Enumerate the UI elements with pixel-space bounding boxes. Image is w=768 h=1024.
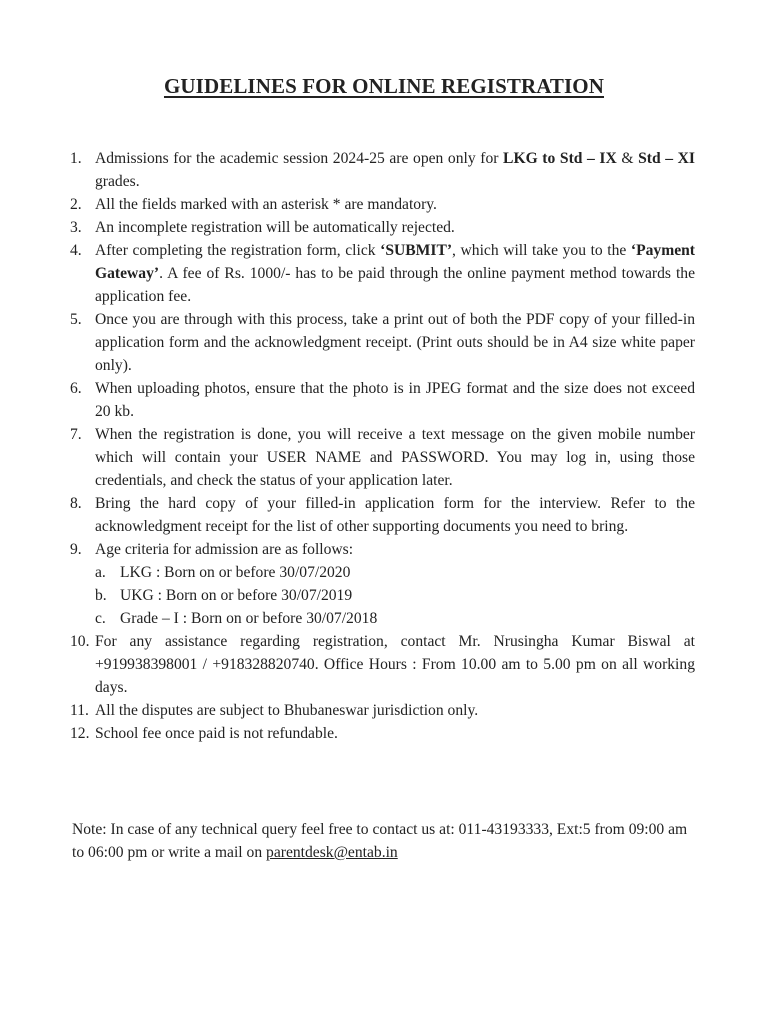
item-number: 11. [70, 702, 89, 719]
sub-item-text: UKG : Born on or before 30/07/2019 [120, 587, 353, 604]
item-text: Age criteria for admission are as follows: [95, 541, 354, 558]
list-item-2 [70, 193, 695, 216]
item-text: & [616, 150, 639, 167]
list-item-6 [70, 377, 695, 423]
item-number: 6. [70, 380, 82, 397]
sub-item-letter: b. [95, 587, 107, 604]
list-item-10 [70, 630, 695, 699]
item-text: For any assistance regarding registration, contact Mr. Nrusingha Kumar Biswal at +919938398001 / +918328820740. Office Hours : From 10.00 am to 5.00 pm on all working days. [95, 633, 695, 696]
sub-item-text: Grade – I : Born on or before 30/07/2018 [120, 610, 378, 627]
sub-item-text: LKG : Born on or before 30/07/2020 [120, 564, 351, 581]
list-item-9 [70, 538, 695, 630]
item-number: 4. [70, 242, 82, 259]
sub-item-letter: a. [95, 564, 106, 581]
item-bold-text: Std – XI [638, 150, 695, 167]
list-item-4 [70, 239, 695, 308]
list-item-7 [70, 423, 695, 492]
item-number: 9. [70, 541, 82, 558]
list-item-5 [70, 308, 695, 377]
item-number: 8. [70, 495, 82, 512]
item-number: 2. [70, 196, 82, 213]
note-text: Note: In case of any technical query feel free to contact us at: 011-43193333, Ext:5 from 09:00 am to 06:00 pm or write a mail on [72, 821, 688, 861]
item-text: All the disputes are subject to Bhubaneswar jurisdiction only. [95, 702, 479, 719]
item-bold-text: LKG to Std – IX [503, 150, 617, 167]
item-number: 10. [70, 633, 90, 650]
item-text: School fee once paid is not refundable. [95, 725, 338, 742]
sub-item-letter: c. [95, 610, 106, 627]
item-text: An incomplete registration will be automatically rejected. [95, 219, 455, 236]
age-criteria-item-b [95, 584, 695, 607]
list-item-11 [70, 699, 695, 722]
item-text: , which will take you to the [452, 242, 631, 259]
item-number: 5. [70, 311, 82, 328]
support-email-link[interactable]: parentdesk@entab.in [266, 844, 398, 861]
item-text: Bring the hard copy of your filled-in application form for the interview. Refer to the acknowledgment receipt for the list of other supporting documents you need to bring. [95, 495, 695, 535]
item-text: When the registration is done, you will receive a text message on the given mobile number which will contain your USER NAME and PASSWORD. You may log in, using those credentials, and check the status of your application later. [95, 426, 695, 489]
item-number: 7. [70, 426, 82, 443]
item-text: . A fee of Rs. 1000/- has to be paid through the online payment method towards the application fee. [95, 265, 695, 305]
list-item-1 [70, 147, 695, 193]
age-criteria-item-c [95, 607, 695, 630]
item-number: 12. [70, 725, 90, 742]
item-text: Admissions for the academic session 2024-25 are open only for [95, 150, 504, 167]
list-item-8 [70, 492, 695, 538]
item-text: After completing the registration form, click [95, 242, 381, 259]
list-item-12 [70, 722, 695, 745]
page-title: GUIDELINES FOR ONLINE REGISTRATION [163, 74, 605, 98]
guidelines-list [70, 147, 695, 745]
item-text: All the fields marked with an asterisk * are mandatory. [95, 196, 437, 213]
item-number: 1. [70, 150, 82, 167]
item-bold-text: ‘Payment Gateway’ [95, 242, 695, 282]
list-item-3 [70, 216, 695, 239]
technical-support-note [72, 818, 702, 864]
item-bold-text: ‘SUBMIT’ [380, 242, 453, 259]
item-number: 3. [70, 219, 82, 236]
item-text: When uploading photos, ensure that the photo is in JPEG format and the size does not exceed 20 kb. [95, 380, 695, 420]
item-text: grades. [95, 173, 140, 190]
item-text: Once you are through with this process, take a print out of both the PDF copy of your filled-in application form and the acknowledgment receipt. (Print outs should be in A4 size white paper only). [95, 311, 695, 374]
age-criteria-item-a [95, 561, 695, 584]
